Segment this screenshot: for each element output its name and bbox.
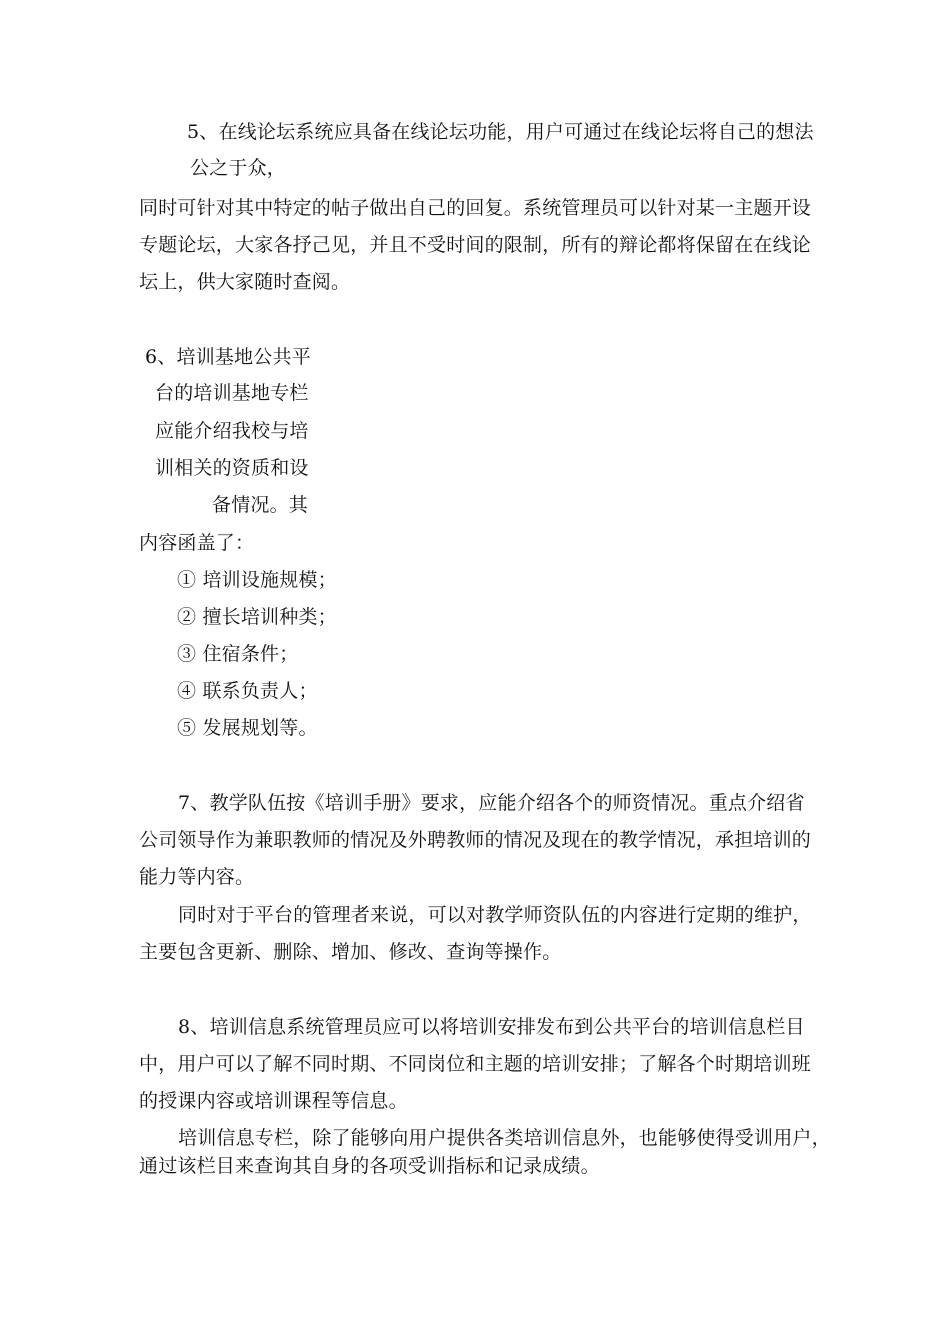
list-item: ① 培训设施规模；	[177, 569, 337, 591]
section-8-line-5: 通过该栏目来查询其自身的各项受训指标和记录成绩。	[139, 1155, 600, 1177]
section-6-line-5: 备情况。其	[212, 494, 309, 516]
section-6-line-1: 6、培训基地公共平	[145, 346, 311, 368]
section-8-line-4: 培训信息专栏，除了能够向用户提供各类培训信息外，也能够使得受训用户，	[178, 1127, 831, 1149]
section-6-line-2: 台的培训基地专栏	[155, 382, 309, 404]
section-5-line-1: 5、在线论坛系统应具备在线论坛功能，用户可通过在线论坛将自己的想法	[187, 121, 814, 143]
section-8-line-2: 中，用户可以了解不同时期、不同岗位和主题的培训安排；了解各个时期培训班	[139, 1053, 812, 1075]
section-7-line-5: 主要包含更新、删除、增加、修改、查询等操作。	[139, 941, 562, 963]
list-item: ③ 住宿条件；	[177, 643, 299, 665]
section-6-line-4: 训相关的资质和设	[155, 457, 309, 479]
section-7-line-2: 公司领导作为兼职教师的情况及外聘教师的情况及现在的教学情况，承担培训的	[139, 829, 812, 851]
section-7-line-3: 能力等内容。	[139, 866, 255, 888]
section-5-line-2: 公之于众，	[190, 157, 287, 179]
section-7-line-4: 同时对于平台的管理者来说，可以对教学师资队伍的内容进行定期的维护，	[178, 904, 812, 926]
section-5-line-5: 坛上，供大家随时查阅。	[139, 271, 351, 293]
section-8-line-3: 的授课内容或培训课程等信息。	[139, 1090, 408, 1112]
section-5-line-3: 同时可针对其中特定的帖子做出自己的回复。系统管理员可以针对某一主题开设	[139, 197, 812, 219]
list-item: ② 擅长培训种类；	[177, 606, 337, 628]
section-6-line-3: 应能介绍我校与培	[155, 420, 309, 442]
list-item: ⑤ 发展规划等。	[177, 717, 318, 739]
section-5-line-4: 专题论坛，大家各抒己见，并且不受时间的限制，所有的辩论都将保留在在线论	[139, 234, 812, 256]
list-item: ④ 联系负责人；	[177, 680, 318, 702]
section-8-line-1: 8、培训信息系统管理员应可以将培训安排发布到公共平台的培训信息栏目	[178, 1016, 805, 1038]
section-6-line-6: 内容函盖了：	[139, 532, 255, 554]
section-7-line-1: 7、教学队伍按《培训手册》要求，应能介绍各个的师资情况。重点介绍省	[178, 792, 805, 814]
